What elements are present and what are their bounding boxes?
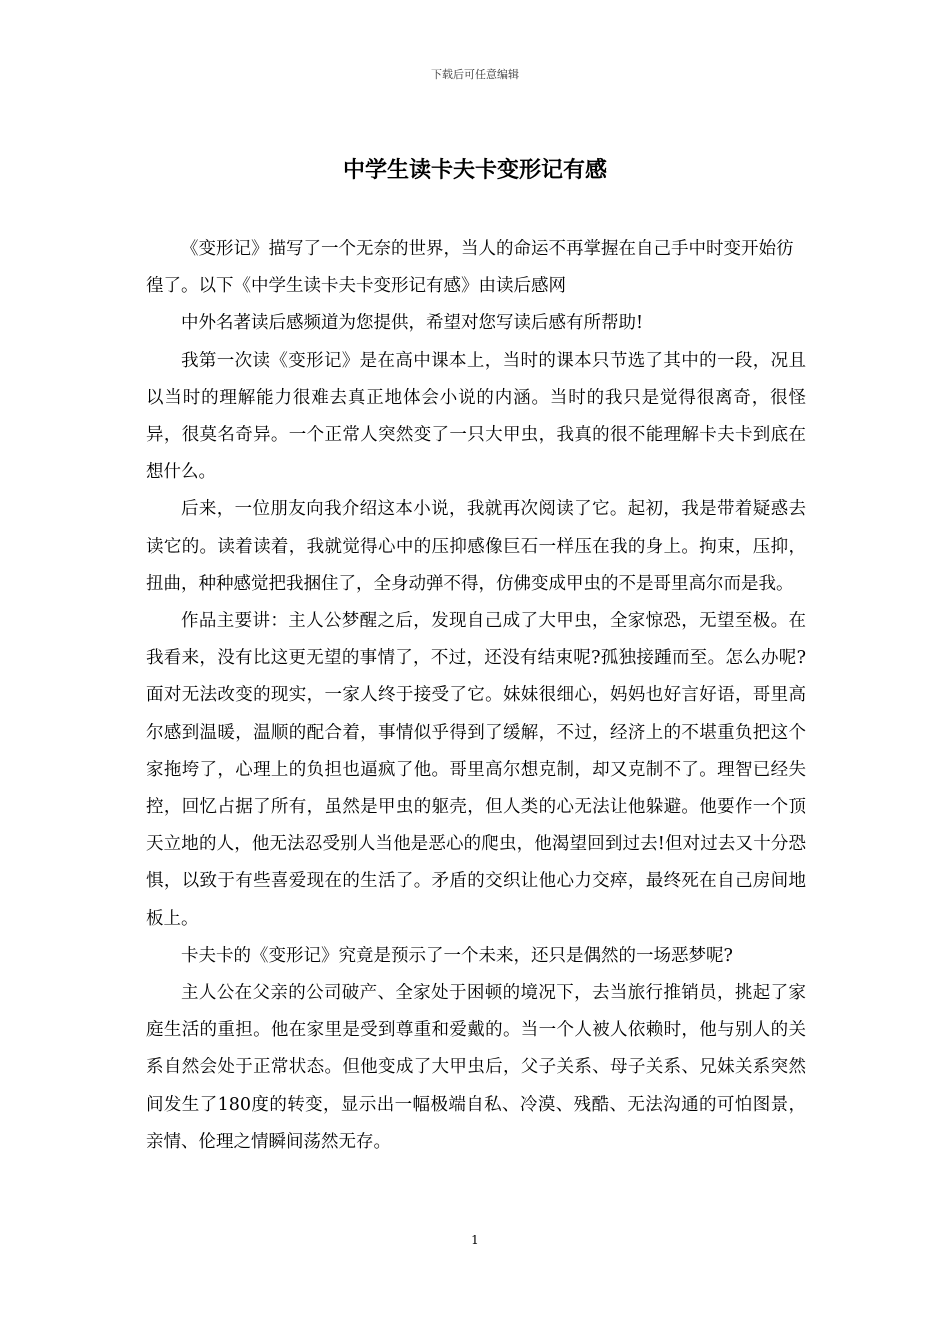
page-number: 1	[471, 1233, 479, 1247]
paragraph-family-relations: 主人公在父亲的公司破产、全家处于困顿的境况下，去当旅行推销员，挑起了家庭生活的重担。他在家里是受到尊重和爱戴的。当一个人被人依赖时，他与别人的关系自然会处于正常状态。但他变成了大甲虫后，父子关系、母子关系、兄妹关系突然间发生了180度的转变，显示出一幅极端自私、冷漠、残酷、无法沟通的可怕图景，亲情、伦理之情瞬间荡然无存。	[146, 983, 806, 1152]
paragraph-intro: 《变形记》描写了一个无奈的世界，当人的命运不再掌握在自己手中时变开始彷徨了。以下《中学生读卡夫卡变形记有感》由读后感网	[146, 239, 794, 297]
paragraph-first-reading: 我第一次读《变形记》是在高中课本上，当时的课本只节选了其中的一段，况且以当时的理解能力很难去真正地体会小说的内涵。当时的我只是觉得很离奇，很怪异，很莫名奇异。一个正常人突然变了一只大甲虫，我真的很不能理解卡夫卡到底在想什么。	[146, 350, 806, 483]
paragraph-plot-summary: 作品主要讲：主人公梦醒之后，发现自己成了大甲虫，全家惊恐，无望至极。在我看来，没有比这更无望的事情了，不过，还没有结束呢?孤独接踵而至。怎么办呢?面对无法改变的现实，一家人终于接受了它。妹妹很细心，妈妈也好言好语，哥里高尔感到温暖，温顺的配合着，事情似乎得到了缓解，不过，经济上的不堪重负把这个家拖垮了，心理上的负担也逼疯了他。哥里高尔想克制，却又克制不了。理智已经失控，回忆占据了所有，虽然是甲虫的躯壳，但人类的心无法让他躲避。他要作一个顶天立地的人，他无法忍受别人当他是恶心的爬虫，他渴望回到过去!但对过去又十分恐惧，以致于有些喜爱现在的生活了。矛盾的交织让他心力交瘁，最终死在自己房间地板上。	[146, 611, 806, 929]
document-title: 中学生读卡夫卡变形记有感	[342, 157, 607, 183]
header-note: 下载后可任意编辑	[431, 68, 519, 81]
document-body	[146, 231, 806, 1161]
paragraph-second-reading: 后来，一位朋友向我介绍这本小说，我就再次阅读了它。起初，我是带着疑惑去读它的。读着读着，我就觉得心中的压抑感像巨石一样压在我的身上。拘束，压抑，扭曲，种种感觉把我捆住了，全身动弹不得，仿佛变成甲虫的不是哥里高尔而是我。	[146, 499, 806, 594]
paragraph-question: 卡夫卡的《变形记》究竟是预示了一个未来，还只是偶然的一场恶梦呢?	[181, 945, 733, 966]
paragraph-intro-continued: 中外名著读后感频道为您提供，希望对您写读后感有所帮助!	[181, 313, 644, 334]
